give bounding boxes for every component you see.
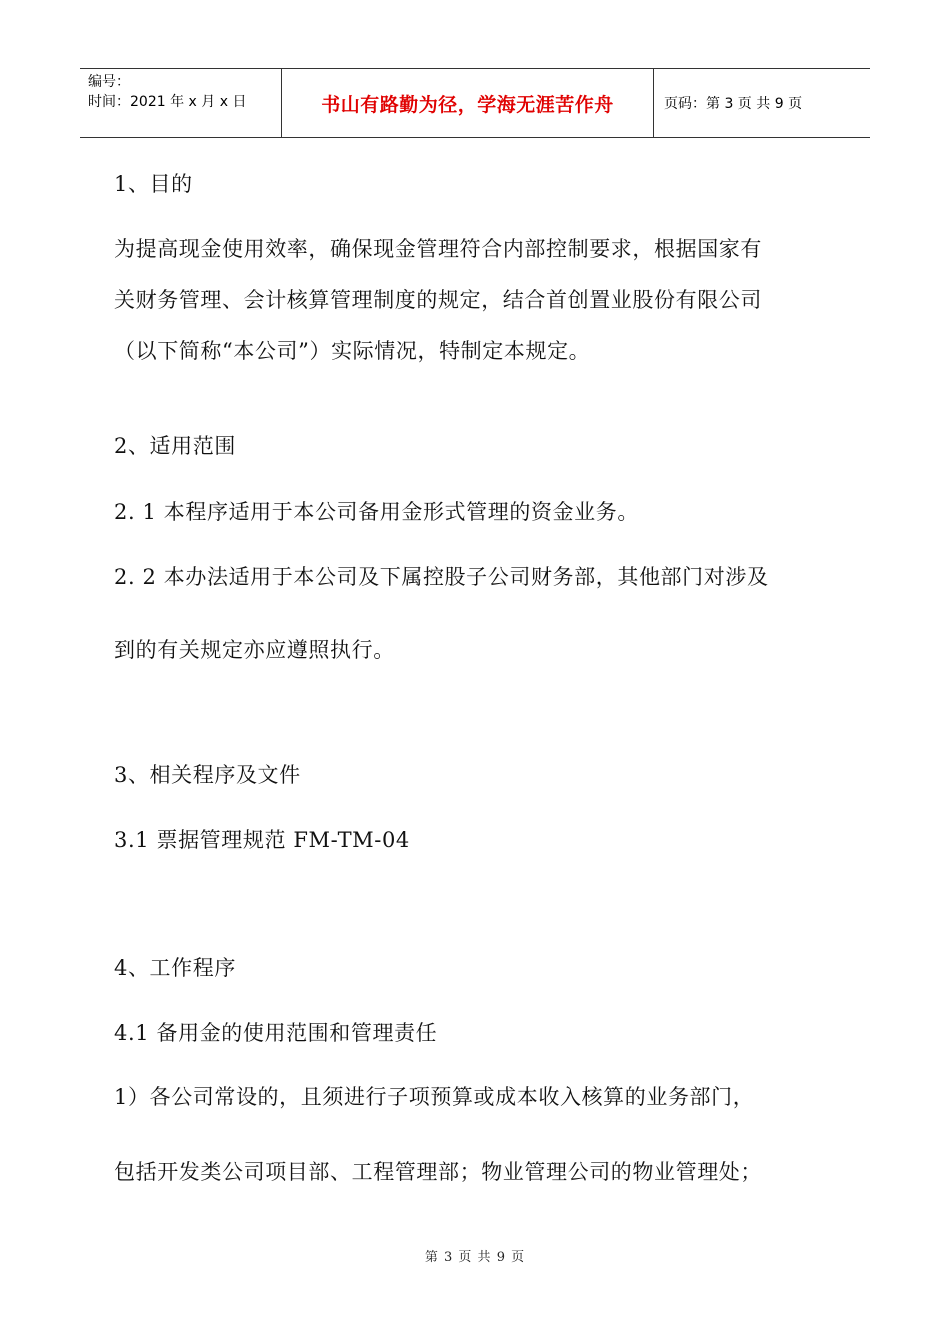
paragraph-line: 4.1 备用金的使用范围和管理责任 [114,1021,438,1045]
section-heading-related: 3、相关程序及文件 [114,763,301,787]
section-heading-scope: 2、适用范围 [114,434,236,458]
paragraph-line: 关财务管理、会计核算管理制度的规定，结合首创置业股份有限公司 [114,288,762,312]
page-header [80,68,870,138]
header-meta [80,69,282,137]
paragraph-line: （以下简称“本公司”）实际情况，特制定本规定。 [114,339,591,363]
paragraph-line: 到的有关规定亦应遵照执行。 [114,638,395,662]
paragraph-line: 1）各公司常设的，且须进行子项预算或成本收入核算的业务部门， [114,1085,755,1109]
paragraph-line: 为提高现金使用效率，确保现金管理符合内部控制要求，根据国家有 [114,237,762,261]
page-footer: 第 3 页 共 9 页 [424,1250,526,1265]
paragraph-line: 2. 1 本程序适用于本公司备用金形式管理的资金业务。 [114,500,639,524]
paragraph-line: 2. 2 本办法适用于本公司及下属控股子公司财务部，其他部门对涉及 [114,565,769,589]
document-number: 编号： [88,74,130,90]
section-heading-purpose: 1、目的 [114,172,193,196]
paragraph-line: 3.1 票据管理规范 FM-TM-04 [114,828,410,852]
header-page-number: 页码：第 3 页 共 9 页 [664,96,803,112]
document-date: 时间：2021 年 x 月 x 日 [88,94,247,110]
header-motto: 书山有路勤为径，学海无涯苦作舟 [282,69,654,137]
section-heading-procedure: 4、工作程序 [114,956,236,980]
paragraph-line: 包括开发类公司项目部、工程管理部；物业管理公司的物业管理处； [114,1160,762,1184]
